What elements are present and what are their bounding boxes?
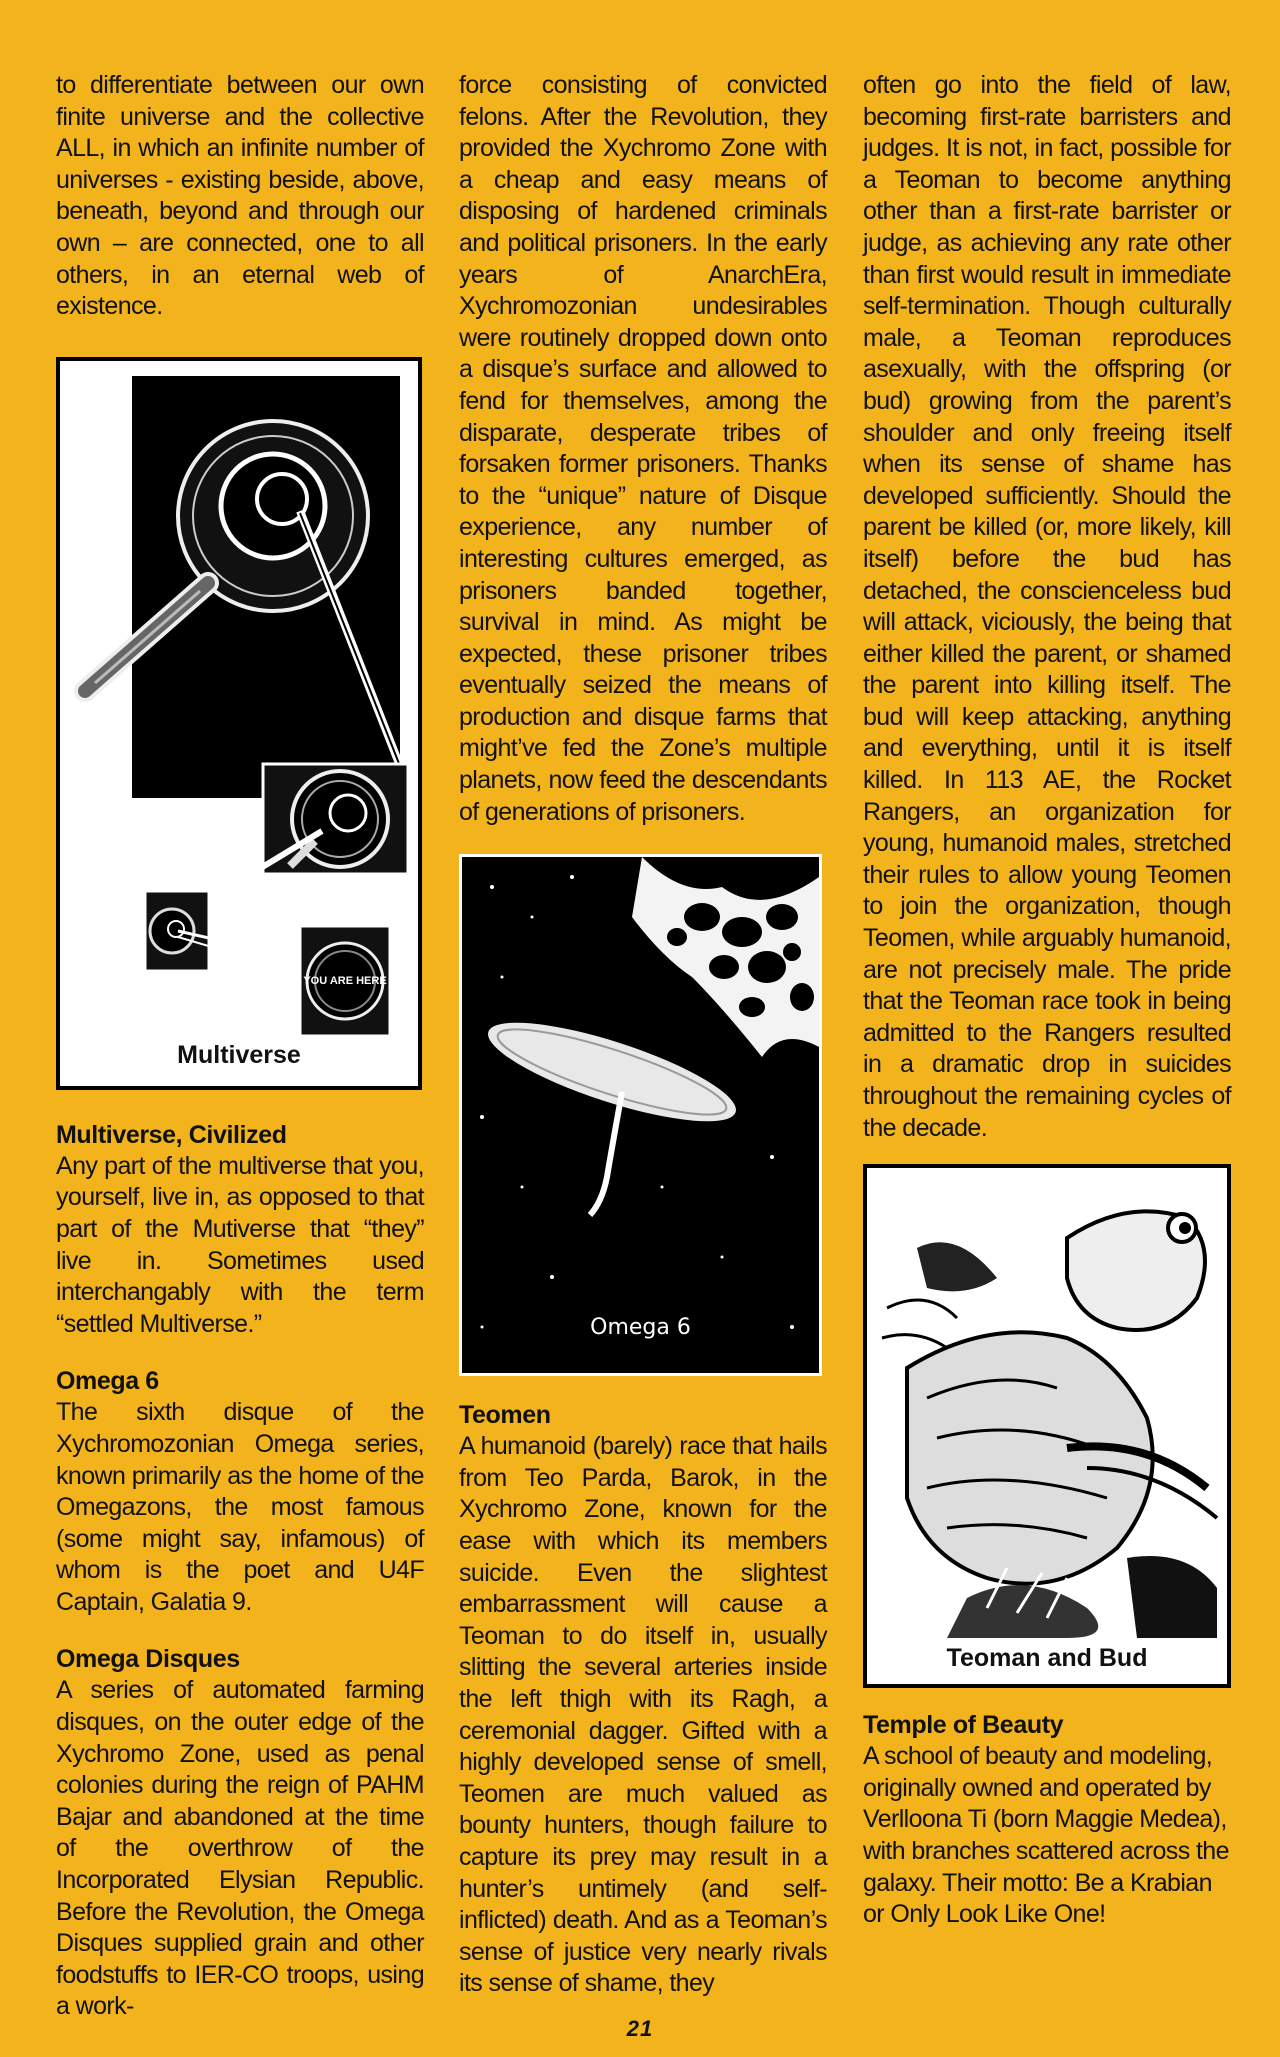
column-2 — [459, 70, 827, 2000]
entry-title: Omega 6 — [56, 1367, 159, 1396]
entry-title: Omega Disques — [56, 1645, 240, 1674]
column-3-intro-text: often go into the field of law, becoming first-rate barristers and judges. It is not, in fact, possible for a Teoman to become anything other than a first-rate barrister or judge, as achieving any rate other than first would result in immediate self-termination. Though culturally male, a Teoman reproduces asexually, with the offspring (or bud) growing from the parent’s shoulder and only freeing itself when its sense of shame has developed sufficiently. Should the parent be killed (or, more likely, kill itself) before the bud has detached, the conscienceless bud will attack, viciously, the being that either killed the parent, or shamed the parent into killing itself. The bud will keep attacking, anything and everything, until it is itself killed. In 113 AE, the Rocket Rangers, an organization for young, humanoid males, stretched their rules to allow young Teomen to join the organization, though Teomen, while arguably humanoid, are not precisely male. The pride that the Teoman race took in being admitted to the Rangers resulted in a dramatic drop in suicides throughout the remaining cycles of the decade. — [863, 71, 1231, 1142]
omega-6-figure — [459, 854, 822, 1376]
page-number: 21 — [626, 2016, 654, 2041]
entry-temple-of-beauty — [863, 1710, 1231, 1931]
column-1 — [56, 70, 424, 2023]
teoman-illustration — [867, 1168, 1227, 1684]
you-are-here-sign: YOU ARE HERE — [303, 974, 387, 987]
multiverse-figure — [56, 357, 422, 1090]
entry-body: Any part of the multiverse that you, yourself, live in, as opposed to that part of the Mutiverse that “they” live in. Sometimes used interchangably with the term “settled Multiverse.” — [56, 1151, 424, 1338]
omega-6-illustration — [462, 857, 819, 1373]
entry-title: Temple of Beauty — [863, 1711, 1064, 1740]
entry-title: Multiverse, Civilized — [56, 1120, 287, 1149]
entry-omega-disques — [56, 1644, 424, 2023]
entry-body: A humanoid (barely) race that hails from Teo Parda, Barok, in the Xychromo Zone, known for the ease with which its members suicide. Even the slightest embarrassment will cause a Teoman to do itself in, usually slitting the several arteries inside the left thigh with its Ragh, a ceremonial dagger. Gifted with a highly developed sense of smell, Teomen are much valued as bounty hunters, though failure to capture its prey may result in a hunter’s untimely (and self-inflicted) death. And as a Teoman’s sense of justice very nearly rivals its sense of shame, they — [459, 1432, 827, 1998]
entry-body: A series of automated farming disques, on the outer edge of the Xychromo Zone, used as penal colonies during the reign of PAHM Bajar and abandoned at the time of the overthrow of the Incorporated Elysian Republic. Before the Revolution, the Omega Disques supplied grain and other foodstuffs to IER-CO troops, using a work- — [56, 1676, 424, 2021]
entry-body: A school of beauty and modeling, originally owned and operated by Verlloona Ti (born Maggie Medea), with branches scattered across the galaxy. Their motto: Be a Krabian or Only Look Like One! — [863, 1742, 1229, 1929]
teoman-figure — [863, 1164, 1231, 1688]
entry-body: The sixth disque of the Xychromozonian Omega series, known primarily as the home of the Omegazons, the most famous (some might say, infamous) of whom is the poet and U4F Captain, Galatia 9. — [56, 1398, 424, 1616]
entry-omega-6 — [56, 1366, 424, 1618]
multiverse-illustration — [60, 361, 418, 1086]
entry-title: Teomen — [459, 1401, 551, 1430]
column-2-intro-text: force consisting of convicted felons. After the Revolution, they provided the Xychromo Zone with a cheap and easy means of disposing of hardened criminals and political prisoners. In the early years of AnarchEra, Xychromozonian undesirables were routinely dropped down onto a disque’s surface and allowed to fend for themselves, among the disparate, desperate tribes of forsaken former prisoners. Thanks to the “unique” nature of Disque experience, any number of interesting cultures emerged, as prisoners banded together, survival in mind. As might be expected, these prisoner tribes eventually seized the means of production and disque farms that might’ve fed the Zone’s multiple planets, now feed the descendants of generations of prisoners. — [459, 71, 827, 826]
entry-multiverse-civilized — [56, 1120, 424, 1341]
omega-6-caption: Omega 6 — [590, 1315, 691, 1341]
entry-teomen — [459, 1400, 827, 2000]
column-3 — [863, 70, 1231, 1931]
column-1-intro-text: to differentiate between our own finite universe and the collective ALL, in which an infinite number of universes - existing beside, above, beneath, beyond and through our own – are connected, one to all others, in an eternal web of existence. — [56, 71, 424, 321]
multiverse-caption: Multiverse — [177, 1040, 301, 1069]
teoman-caption: Teoman and Bud — [946, 1644, 1148, 1673]
